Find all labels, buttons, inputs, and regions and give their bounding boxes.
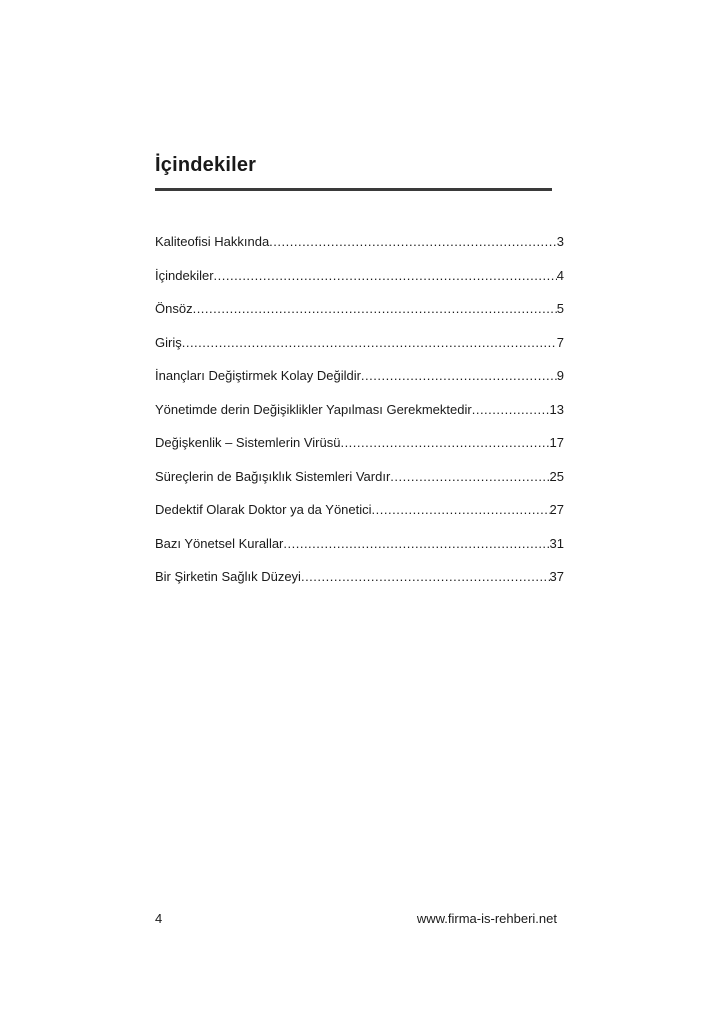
toc-entry-title: İçindekiler: [155, 267, 214, 283]
toc-entry[interactable]: [155, 266, 564, 300]
toc-entry[interactable]: [155, 500, 564, 534]
toc-dot-leader: [390, 467, 549, 487]
toc-dot-leader: [269, 232, 557, 252]
toc-entry-title: Dedektif Olarak Doktor ya da Yönetici: [155, 502, 372, 517]
toc-entry-page: 7: [556, 334, 564, 350]
toc-dot-leader: [193, 299, 557, 319]
toc-entry-title: İnançları Değiştirmek Kolay Değildir: [155, 368, 361, 383]
toc-dot-leader: [214, 266, 557, 286]
toc-dot-leader: [340, 433, 549, 453]
toc-entry-page: 25: [549, 468, 564, 484]
toc-entry-title: Süreçlerin de Bağışıklık Sistemleri Vardır: [155, 468, 391, 484]
toc-entry[interactable]: [155, 232, 564, 266]
heading-divider: [155, 188, 552, 191]
toc-entry-title: Önsöz: [155, 301, 193, 316]
toc-entry-title: Bazı Yönetsel Kurallar: [155, 535, 284, 551]
toc-entry-page: 13: [549, 401, 564, 417]
toc-entry[interactable]: [155, 567, 564, 601]
toc-dot-leader: [182, 333, 557, 353]
toc-entry-page: 9: [556, 368, 564, 383]
toc-entry[interactable]: [155, 467, 564, 501]
toc-entry-title: Değişkenlik – Sistemlerin Virüsü: [155, 435, 341, 450]
toc-entry-title: Yönetimde derin Değişiklikler Yapılması Gerekmektedir: [155, 401, 472, 417]
toc-entry-title: Bir Şirketin Sağlık Düzeyi: [155, 569, 301, 584]
table-of-contents: [155, 232, 564, 601]
toc-entry[interactable]: [155, 400, 564, 434]
toc-entry-page: 17: [549, 435, 564, 450]
toc-dot-leader: [472, 400, 550, 420]
toc-entry[interactable]: [155, 366, 564, 400]
toc-entry-page: 31: [549, 535, 564, 551]
toc-dot-leader: [372, 500, 550, 520]
toc-entry[interactable]: [155, 534, 564, 568]
toc-entry-page: 37: [549, 569, 564, 584]
toc-entry[interactable]: [155, 433, 564, 467]
footer-page-number: 4: [155, 911, 163, 926]
toc-entry-title: Giriş: [155, 334, 182, 350]
toc-dot-leader: [283, 534, 549, 554]
toc-entry[interactable]: [155, 299, 564, 333]
toc-entry[interactable]: [155, 333, 564, 367]
toc-entry-page: 3: [556, 234, 564, 249]
toc-entry-page: 4: [556, 267, 564, 283]
toc-entry-page: 5: [556, 301, 564, 316]
toc-entry-title: Kaliteofisi Hakkında: [155, 234, 270, 249]
toc-heading: İçindekiler: [155, 154, 257, 176]
toc-entry-page: 27: [549, 502, 564, 517]
toc-dot-leader: [361, 366, 557, 386]
footer-website-url: www.firma-is-rehberi.net: [416, 911, 557, 926]
toc-dot-leader: [301, 567, 550, 587]
